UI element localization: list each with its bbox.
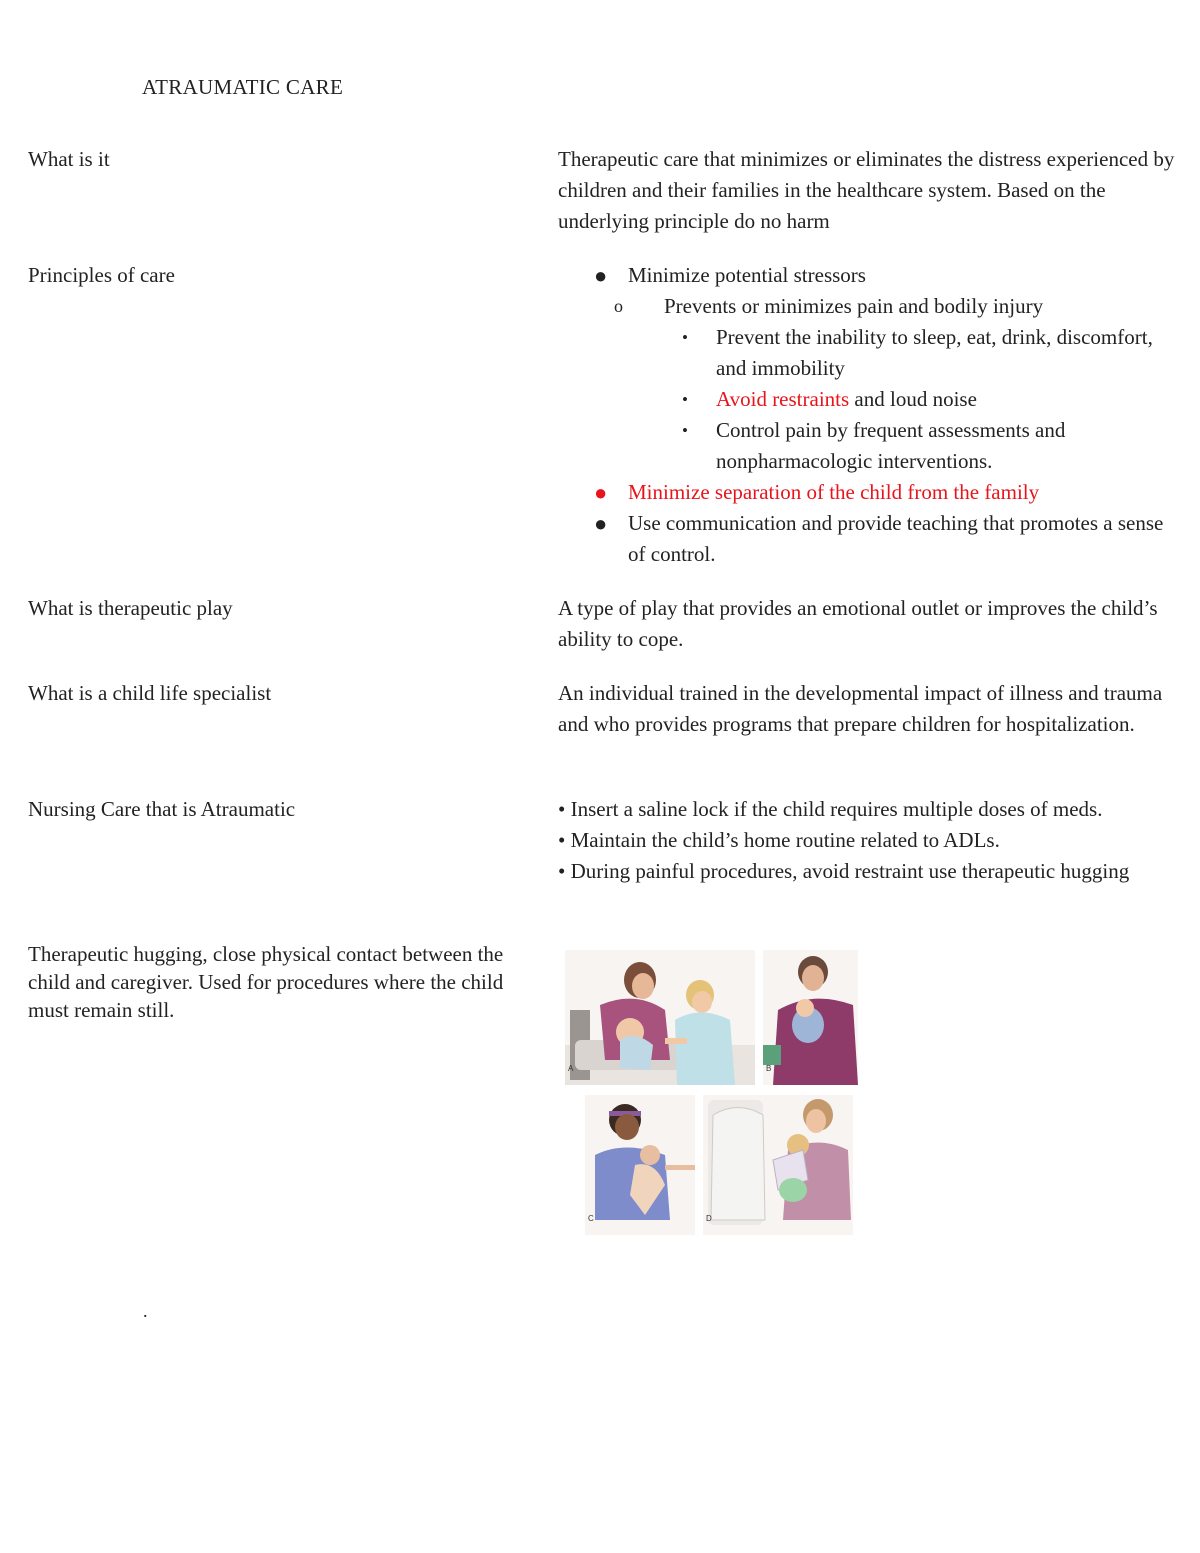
bullet-icon: • [682,421,688,440]
list-item: • Avoid restraints and loud noise [558,384,1168,415]
panel-label-c: C [588,1214,594,1223]
illustration-panel-d [703,1095,853,1235]
question-nursing-care: Nursing Care that is Atraumatic [28,797,296,821]
question-therapeutic-play: What is therapeutic play [28,596,233,620]
therapeutic-hugging-illustration [560,945,860,1240]
list-item: • Insert a saline lock if the child requires multiple doses of meds. [558,797,1103,821]
list-item: • Prevent the inability to sleep, eat, drink, discomfort, and immobility [558,322,1168,384]
circle-bullet-icon: o [614,296,623,316]
panel-label-d: D [706,1214,712,1223]
list-item: ● Use communication and provide teaching that promotes a sense of control. [558,508,1168,570]
answer-child-life-specialist: An individual trained in the developmental impact of illness and trauma and who provides programs that prepare children for hospitalization. [558,681,1163,736]
panel-label-b: B [766,1064,772,1073]
list-item: ● Minimize separation of the child from the family [558,477,1168,508]
bullet-icon: ● [594,263,608,288]
question-child-life-specialist: What is a child life specialist [28,681,272,705]
illustration-panel-c [585,1095,695,1235]
list-item: o Prevents or minimizes pain and bodily injury [558,291,1168,322]
therapeutic-hugging-text: Therapeutic hugging, close physical contact between the child and caregiver. Used for procedures where the child must remain still. [28,942,504,1022]
list-item: ● Minimize potential stressors [558,260,1168,291]
bullet-icon: ● [594,480,608,505]
list-item: • Control pain by frequent assessments and nonpharmacologic interventions. [558,415,1168,477]
principles-list [558,260,1168,570]
trailing-mark: . [143,1301,148,1321]
list-item: • Maintain the child’s home routine related to ADLs. [558,828,1000,852]
answer-what-is-it: Therapeutic care that minimizes or eliminates the distress experienced by children and their families in the healthcare system. Based on the underlying principle do no harm [558,147,1175,233]
answer-nursing-care [558,794,1178,887]
page-title: ATRAUMATIC CARE [142,75,344,99]
illustration-panel-b [763,950,858,1085]
bullet-icon: • [682,390,688,409]
highlight-text: Avoid restraints [716,387,850,411]
bullet-icon: • [682,328,688,347]
panel-label-a: A [568,1064,574,1073]
question-what-is-it: What is it [28,147,110,171]
bullet-icon: ● [594,511,608,536]
answer-therapeutic-play: A type of play that provides an emotional outlet or improves the child’s ability to cope. [558,596,1158,651]
question-principles-of-care: Principles of care [28,263,175,287]
illustration-panel-a [565,950,755,1085]
list-item: • During painful procedures, avoid restraint use therapeutic hugging [558,859,1130,883]
